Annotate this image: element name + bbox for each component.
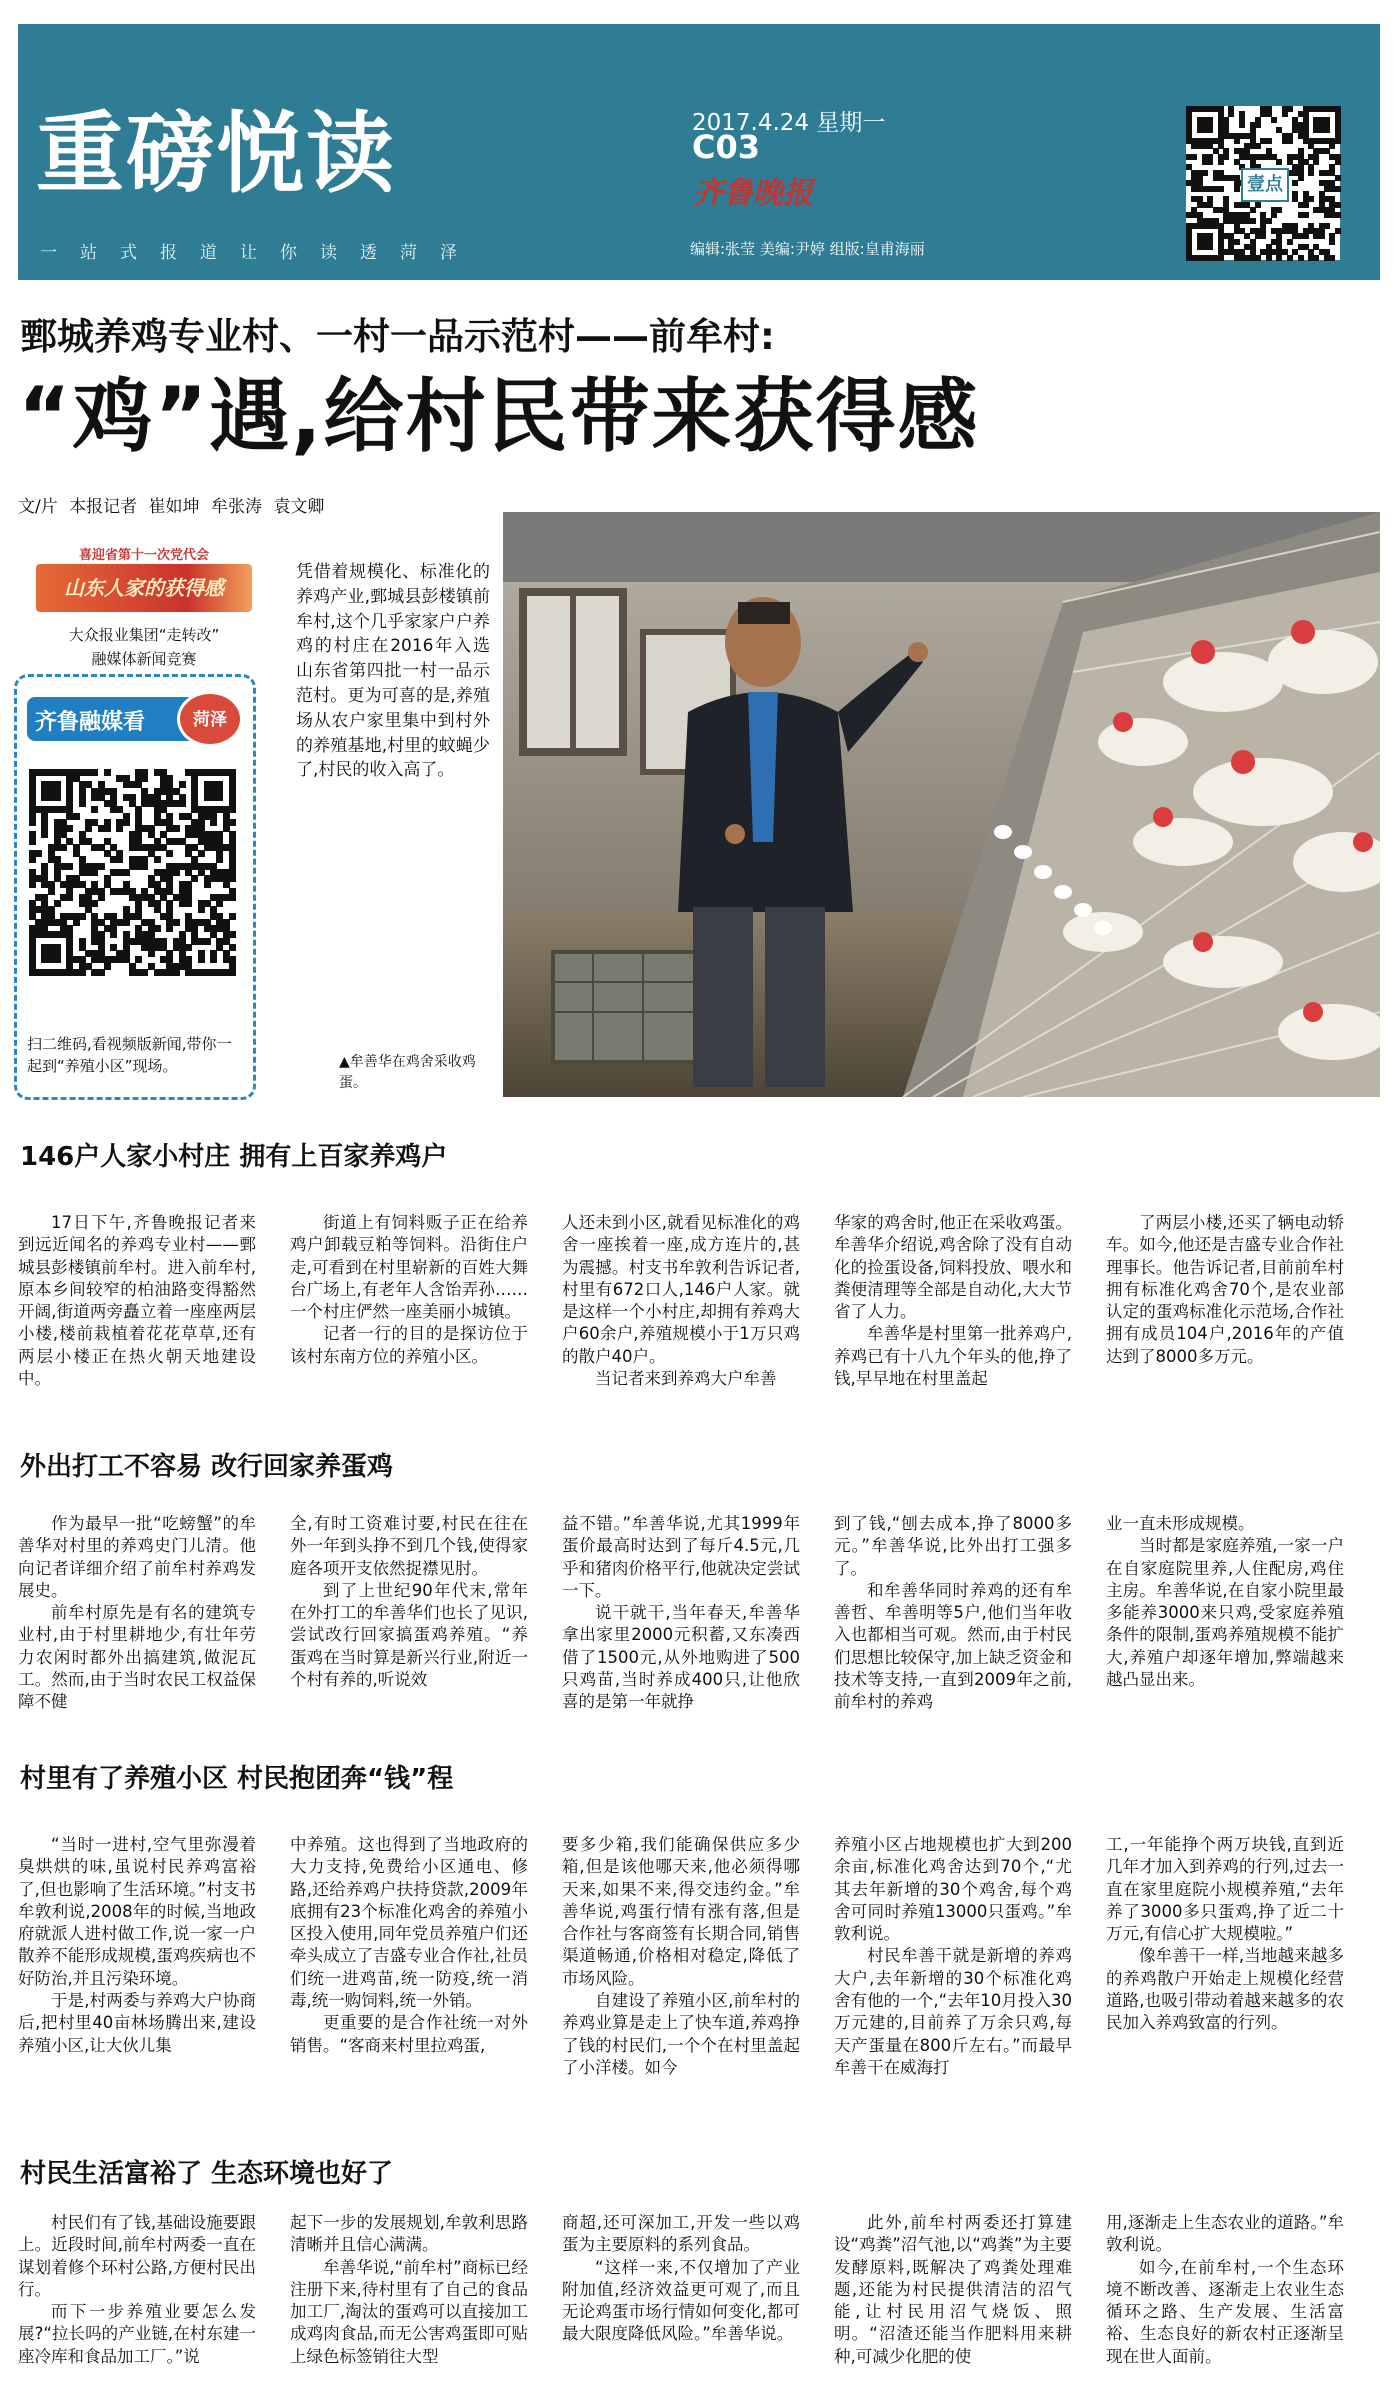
qr-module	[179, 781, 186, 788]
qr-module	[198, 906, 205, 913]
masthead-slogan: 一站式报道让你读透菏泽	[40, 243, 480, 263]
qr-module	[1335, 186, 1341, 192]
qr-module	[1329, 143, 1335, 149]
qr-module	[229, 806, 236, 813]
qr-module	[1287, 239, 1293, 245]
section-heading: 村民生活富裕了 生态环境也好了	[20, 2159, 394, 2189]
qr-module	[1260, 233, 1266, 239]
qr-module	[98, 969, 105, 976]
qr-module	[229, 894, 236, 901]
qr-module	[141, 863, 148, 870]
qr-module	[1298, 255, 1304, 261]
qr-module	[173, 969, 180, 976]
qr-module	[1313, 255, 1319, 261]
qr-module	[79, 800, 86, 807]
paragraph: 商超,还可深加工,开发一些以鸡蛋为主要原料的系列食品。	[562, 2213, 800, 2255]
paragraph: 中养殖。这也得到了当地政府的大力支持,免费给小区通电、修路,还给养鸡户扶持贷款,2009年底拥有23个标准化鸡舍的养殖小区投入使用,同年党员养殖户们还牵头成立了吉盛专业合作社,社员们统一进鸡苗,统一防疫,统一消毒,统一购饲料,统一外销。	[290, 1835, 528, 2011]
qr-module	[66, 825, 73, 832]
qr-module	[73, 813, 80, 820]
article-photo	[503, 512, 1380, 1097]
qr-module	[135, 956, 142, 963]
qr-module	[210, 819, 217, 826]
qr-module	[173, 919, 180, 926]
qr-module	[1207, 127, 1213, 133]
masthead-qr-code[interactable]	[1186, 106, 1340, 260]
qr-module	[204, 938, 211, 945]
paragraph: 17日下午,齐鲁晚报记者来到远近闻名的养鸡专业村——鄄城县彭楼镇前牟村。进入前牟村,原本乡间较窄的柏油路变得豁然开阔,街道两旁矗立着一座座两层小楼,楼前栽植着花花草草,还有两层小楼正在热火朝天地建设中。	[18, 1213, 256, 1389]
promo-top-line: 喜迎省第十一次党代会	[78, 548, 209, 563]
qr-module	[1335, 159, 1341, 165]
video-qr-code[interactable]	[29, 769, 235, 975]
text-column	[290, 1834, 528, 2057]
qr-module	[123, 919, 130, 926]
text-column	[834, 1834, 1072, 2079]
article-headline: “鸡”遇,给村民带来获得感	[18, 370, 980, 463]
qr-module	[1255, 122, 1261, 128]
qr-module	[123, 869, 130, 876]
qr-module	[1282, 111, 1288, 117]
text-column	[18, 1513, 256, 1714]
city-badge-label: 菏泽	[193, 710, 227, 730]
promo-qr-box	[14, 674, 256, 1100]
qr-module	[1207, 159, 1213, 165]
masthead-title: 重磅悦读	[36, 102, 397, 205]
qr-module	[1298, 175, 1304, 181]
qr-module	[166, 850, 173, 857]
paragraph: 工,一年能挣个两万块钱,直到近几年才加入到养鸡的行列,过去一直在家里庭院小规模养殖,“去年养了3000多只蛋鸡,挣了近二十万元,有信心扩大规模啦。”	[1106, 1835, 1344, 1944]
paragraph: 起下一步的发展规划,牟敦利思路清晰并且信心满满。	[290, 2213, 528, 2255]
qr-module	[60, 844, 67, 851]
text-column	[562, 1513, 800, 1714]
qr-module	[29, 838, 36, 845]
editor-credits: 编辑:张莹 美编:尹婷 组版:皇甫海丽	[690, 240, 925, 258]
qr-module	[29, 856, 36, 863]
qr-module	[1191, 154, 1197, 160]
paragraph: 要多少箱,我们能确保供应多少箱,但是该他哪天来,他必须得哪天来,如果不来,得交违约金。”牟善华说,鸡蛋行情有涨有落,但是合作社与客商签有长期合同,销售渠道畅通,价格相对稳定,降低了市场风险。	[562, 1835, 800, 1988]
qr-module	[229, 819, 236, 826]
qr-module	[1324, 223, 1330, 229]
qr-module	[116, 856, 123, 863]
qr-module	[104, 825, 111, 832]
qr-module	[1335, 175, 1341, 181]
paragraph: 业一直未形成规模。	[1106, 1514, 1255, 1533]
qr-module	[1276, 159, 1282, 165]
qr-module	[104, 769, 111, 776]
qr-module	[73, 919, 80, 926]
app-name: 齐鲁融媒看	[35, 710, 146, 735]
qr-module	[216, 900, 223, 907]
text-column	[834, 1212, 1072, 1390]
article-lead: 凭借着规模化、标准化的养鸡产业,鄄城县彭楼镇前牟村,这个几乎家家户户养鸡的村庄在2016年入选山东省第四批一村一品示范村。更为可喜的是,养殖场从农户家里集中到村外的养殖基地,村里的蚊蝇少了,村民的收入高了。	[296, 562, 490, 781]
qr-module	[1271, 117, 1277, 123]
qr-module	[91, 769, 98, 776]
qr-module	[1319, 233, 1325, 239]
text-column	[834, 1513, 1072, 1714]
paper-logo: 齐鲁晚报	[693, 176, 813, 211]
qr-module	[141, 969, 148, 976]
paragraph: 养殖小区占地规模也扩大到200余亩,标准化鸡舍达到70个,“尤其去年新增的30个鸡舍,每个鸡舍可同时养殖13000只蛋鸡。”牟敦利说。	[834, 1835, 1072, 1944]
text-column	[1106, 1212, 1344, 1368]
qr-module	[198, 850, 205, 857]
section-heading: 146户人家小村庄 拥有上百家养鸡户	[20, 1142, 448, 1172]
paragraph: “这样一来,不仅增加了产业附加值,经济效益更可观了,而且无论鸡蛋市场行情如何变化,都可最大限度降低风险。”牟善华说。	[562, 2257, 800, 2344]
paragraph: 用,逐渐走上生态农业的道路。”牟敦利说。	[1106, 2213, 1344, 2255]
qr-instructions: 扫二维码,看视频版新闻,带你一起到“养殖小区”现场。	[27, 1035, 232, 1075]
paragraph: 村民牟善干就是新增的养鸡大户,去年新增的30个标准化鸡舍有他的一个,“去年10月投入30万元建的,目前养了万余只鸡,每天产蛋量在800斤左右。”而最早牟善干在威海打	[834, 1946, 1072, 2077]
qr-module	[148, 950, 155, 957]
qr-module	[79, 913, 86, 920]
text-column	[1106, 1834, 1344, 2035]
qr-module	[66, 863, 73, 870]
qr-module	[229, 875, 236, 882]
qr-module	[123, 819, 130, 826]
qr-module	[91, 806, 98, 813]
qr-module	[1250, 207, 1256, 213]
qr-module	[1234, 138, 1240, 144]
qr-module	[154, 856, 161, 863]
paragraph: 牟善华是村里第一批养鸡户,养鸡已有十八九个年头的他,挣了钱,早早地在村里盖起	[834, 1324, 1072, 1389]
qr-module	[1266, 255, 1272, 261]
text-column	[562, 2212, 800, 2346]
promo-subline-1: 大众报业集团“走转改”	[68, 626, 220, 644]
qr-module	[1329, 255, 1335, 261]
qr-module	[1234, 239, 1240, 245]
promo-flag-text: 山东人家的获得感	[64, 576, 224, 600]
text-column	[18, 1212, 256, 1390]
qr-module	[66, 894, 73, 901]
text-column	[290, 1513, 528, 1691]
paragraph: 像牟善干一样,当地越来越多的养鸡散户开始走上规模化经营道路,也吸引带动着越来越多的农民加入养鸡致富的行列。	[1106, 1946, 1344, 2033]
qr-module	[191, 875, 198, 882]
paragraph: 如今,在前牟村,一个生态环境不断改善、逐渐走上农业生态循环之路、生产发展、生活富裕、生态良好的新农村正逐渐呈现在世人面前。	[1106, 2257, 1344, 2366]
qr-module	[141, 775, 148, 782]
paragraph: 自建设了养殖小区,前牟村的养鸡业算是走上了快车道,养鸡挣了钱的村民们,一个个在村里盖起了小洋楼。如今	[562, 1991, 800, 2077]
qr-module	[1218, 159, 1224, 165]
text-column	[290, 2212, 528, 2368]
qr-module	[1287, 106, 1293, 112]
paragraph: 前牟村原先是有名的建筑专业村,由于村里耕地少,有壮年劳力农闲时都外出搞建筑,做泥瓦工。然而,由于当时农民工权益保障不健	[18, 1603, 256, 1712]
qr-module	[1276, 207, 1282, 213]
qr-module	[1218, 186, 1224, 192]
qr-module	[185, 944, 192, 951]
qr-module	[91, 869, 98, 876]
qr-module	[1335, 212, 1341, 218]
qr-module	[1329, 239, 1335, 245]
paragraph: 华家的鸡舍时,他正在采收鸡蛋。牟善华介绍说,鸡舍除了没有自动化的捡蛋设备,饲料投放、喂水和粪便清理等全部是自动化,大大节省了人力。	[834, 1213, 1072, 1322]
section-heading: 村里有了养殖小区 村民抱团奔“钱”程	[20, 1764, 454, 1794]
issue-date: 2017.4.24 星期一	[692, 110, 886, 136]
paragraph: 和牟善华同时养鸡的还有牟善哲、牟善明等5户,他们当年收入也都相当可观。然而,由于村民们思想比较保守,加上缺乏资金和技术等支持,一直到2009年之前,前牟村的养鸡	[834, 1580, 1072, 1712]
paragraph: 作为最早一批“吃螃蟹”的牟善华对村里的养鸡史门儿清。他向记者详细介绍了前牟村养鸡发展史。	[18, 1514, 256, 1600]
paragraph: 牟善华说,“前牟村”商标已经注册下来,待村里有了自己的食品加工厂,淘汰的蛋鸡可以直接加工成鸡肉食品,而无公害鸡蛋即可贴上绿色标签销往大型	[290, 2257, 528, 2366]
qr-module	[1255, 143, 1261, 149]
qr-module	[54, 956, 61, 963]
qr-module	[229, 931, 236, 938]
qr-module	[91, 900, 98, 907]
text-column	[562, 1212, 800, 1390]
qr-module	[54, 900, 61, 907]
promo-banner	[20, 538, 268, 668]
photo-caption: ▲牟善华在鸡舍采收鸡蛋。	[339, 1054, 476, 1091]
qr-module	[185, 900, 192, 907]
qr-module	[1313, 159, 1319, 165]
qr-module	[1255, 202, 1261, 208]
qr-module	[1255, 255, 1261, 261]
qr-module	[216, 794, 223, 801]
qr-module	[29, 819, 36, 826]
qr-module	[110, 931, 117, 938]
paragraph: 了两层小楼,还买了辆电动轿车。如今,他还是吉盛专业合作社理事长。他告诉记者,目前前牟村拥有标准化鸡舍70个,是农业部认定的蛋鸡标准化示范场,合作社拥有成员104户,2016年的产值达到了8000多万元。	[1106, 1213, 1344, 1366]
qr-module	[104, 963, 111, 970]
paragraph: 当记者来到养鸡大户牟善	[595, 1369, 777, 1389]
paragraph: 村民们有了钱,基础设施要跟上。近段时间,前牟村两委一直在谋划着修个环村公路,方便村民出行。	[18, 2213, 256, 2299]
paragraph: 人还未到小区,就看见标准化的鸡舍一座挨着一座,成方连片的,甚为震撼。村支书牟敦利告诉记者,村里有672口人,146户人家。就是这样一个小村庄,却拥有养鸡大户60余户,养殖规模小于1万只鸡的散户40户。	[562, 1213, 800, 1366]
qr-module	[79, 969, 86, 976]
qr-module	[1266, 138, 1272, 144]
qr-module	[1276, 255, 1282, 261]
qr-module	[29, 881, 36, 888]
qr-module	[54, 794, 61, 801]
qr-module	[1303, 202, 1309, 208]
qr-module	[210, 956, 217, 963]
qr-module	[229, 944, 236, 951]
text-column	[1106, 2212, 1344, 2368]
qr-module	[1308, 196, 1314, 202]
qr-module	[35, 850, 42, 857]
text-column	[562, 1834, 800, 2079]
text-column	[1106, 1513, 1344, 1691]
qr-module	[1324, 127, 1330, 133]
qr-module	[1271, 212, 1277, 218]
paragraph: “当时一进村,空气里弥漫着臭烘烘的味,虽说村民养鸡富裕了,但也影响了生活环境。”村支书牟敦利说,2008年的时候,当地政府就派人进村做工作,说一家一户散养不能形成规模,蛋鸡疾病也不好防治,并且污染环境。	[18, 1835, 256, 1988]
paragraph: 到了钱,“刨去成本,挣了8000多元。”牟善华说,比外出打工强多了。	[834, 1514, 1072, 1578]
qr-module	[98, 894, 105, 901]
paragraph: 而下一步养殖业要怎么发展?“拉长吗的产业链,在村东建一座冷库和食品加工厂。”说	[18, 2302, 256, 2366]
qr-module	[173, 869, 180, 876]
qr-module	[1207, 244, 1213, 250]
paragraph: 说干就干,当年春天,牟善华拿出家里2000元积蓄,又东凑西借了1500元,从外地购进了500只鸡苗,当时养成400只,让他欣喜的是第一年就挣	[562, 1603, 800, 1712]
text-column	[834, 2212, 1072, 2368]
qr-module	[173, 825, 180, 832]
qr-module	[179, 800, 186, 807]
paragraph: 当时都是家庭养殖,一家一户在自家庭院里养,人住配房,鸡住主房。牟善华说,在自家小院里最多能养3000来只鸡,受家庭养殖条件的限制,蛋鸡养殖规模不能扩大,养殖户却逐年增加,弊端越来越凸显出来。	[1106, 1536, 1344, 1690]
paragraph: 更重要的是合作社统一对外销售。“客商来村里拉鸡蛋,	[290, 2013, 528, 2055]
text-column	[18, 1834, 256, 2057]
paragraph: 记者一行的目的是探访位于该村东南方位的养殖小区。	[290, 1324, 528, 1366]
qr-module	[1223, 154, 1229, 160]
paragraph: 于是,村两委与养鸡大户协商后,把村里40亩林场腾出来,建设养殖小区,让大伙儿集	[18, 1991, 256, 2055]
qr-module	[1335, 202, 1341, 208]
qr-module	[1303, 233, 1309, 239]
qr-module	[154, 925, 161, 932]
qr-module	[229, 913, 236, 920]
paragraph: 街道上有饲料贩子正在给养鸡户卸载豆粕等饲料。沿街住户走,可看到在村里崭新的百姓大舞台广场上,有老年人含饴弄孙……一个村庄俨然一座美丽小城镇。	[290, 1213, 528, 1322]
qr-center-label: 壹点	[1241, 168, 1289, 202]
qr-module	[116, 825, 123, 832]
paragraph: 到了上世纪90年代末,常年在外打工的牟善华们也长了见识,尝试改行回家搞蛋鸡养殖。“养蛋鸡在当时算是新兴行业,附近一个村有养的,听说效	[290, 1580, 528, 1690]
qr-module	[166, 925, 173, 932]
qr-module	[1250, 218, 1256, 224]
qr-module	[1335, 228, 1341, 234]
article-byline: 文/片 本报记者 崔如坤 牟张涛 袁文卿	[18, 497, 325, 517]
qr-module	[1287, 138, 1293, 144]
qr-module	[1202, 170, 1208, 176]
qr-module	[1335, 138, 1341, 144]
page-number: C03	[692, 128, 761, 166]
promo-subline-2: 融媒体新闻竞赛	[91, 650, 197, 668]
qr-module	[204, 881, 211, 888]
qr-module	[85, 825, 92, 832]
photo-illustration	[503, 512, 1380, 1097]
qr-module	[48, 888, 55, 895]
qr-module	[1218, 255, 1224, 261]
qr-module	[1234, 186, 1240, 192]
qr-module	[1287, 255, 1293, 261]
qr-module	[1303, 212, 1309, 218]
text-column	[290, 1212, 528, 1368]
section-heading: 外出打工不容易 改行回家养蛋鸡	[20, 1452, 394, 1482]
qr-module	[198, 956, 205, 963]
qr-module	[1228, 111, 1234, 117]
qr-module	[1239, 122, 1245, 128]
qr-module	[1308, 170, 1314, 176]
qr-module	[98, 863, 105, 870]
qr-module	[41, 831, 48, 838]
paragraph: 此外,前牟村两委还打算建设“鸡粪”沼气池,以“鸡粪”为主要发酵原料,既解决了鸡粪处理难题,还能为村民提供清洁的沼气能,让村民用沼气烧饭、照明。“沼渣还能当作肥料用来耕种,可减少化肥的使	[834, 2213, 1072, 2366]
qr-module	[1266, 218, 1272, 224]
qr-module	[229, 969, 236, 976]
paragraph: 益不错。”牟善华说,尤其1999年蛋价最高时达到了每斤4.5元,几乎和猪肉价格平行,他就决定尝试一下。	[562, 1514, 800, 1600]
qr-module	[216, 856, 223, 863]
text-column	[18, 2212, 256, 2368]
qr-module	[1292, 180, 1298, 186]
paragraph: 全,有时工资难讨要,村民在往在外一年到头挣不到几个钱,使得家庭各项开支依然捉襟见肘。	[290, 1514, 528, 1578]
article-kicker: 鄄城养鸡专业村、一村一品示范村——前牟村:	[20, 315, 775, 358]
